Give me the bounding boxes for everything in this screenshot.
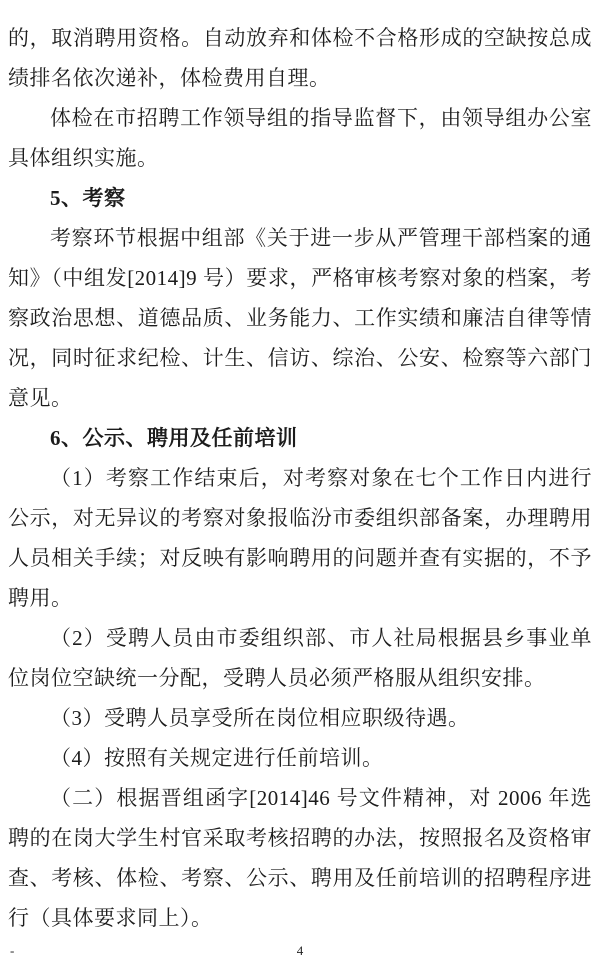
page-number: 4 xyxy=(296,943,304,958)
paragraph-continued-from-previous-page: 的，取消聘用资格。自动放弃和体检不合格形成的空缺按总成绩排名依次递补，体检费用自理。 xyxy=(8,26,592,90)
page-footer xyxy=(0,943,600,961)
paragraph-item-4-training: （4）按照有关规定进行任前培训。 xyxy=(50,746,384,770)
document-body xyxy=(8,18,592,938)
section-heading-6-publicity-employment-training: 6、公示、聘用及任前培训 xyxy=(50,426,298,450)
paragraph-item-2-assignment: （2）受聘人员由市委组织部、市人社局根据县乡事业单位岗位空缺统一分配，受聘人员必须严格服从组织安排。 xyxy=(8,626,592,690)
section-heading-5-inspection: 5、考察 xyxy=(50,186,126,210)
paragraph-section-2-village-officials: （二）根据晋组函字[2014]46 号文件精神，对 2006 年选聘的在岗大学生村官采取考核招聘的办法，按照报名及资格审查、考核、体检、考察、公示、聘用及任前培训的招聘程序进行（具体要求同上）。 xyxy=(8,786,592,930)
paragraph-physical-exam-organization: 体检在市招聘工作领导组的指导监督下，由领导组办公室具体组织实施。 xyxy=(8,106,592,170)
paragraph-inspection-details: 考察环节根据中组部《关于进一步从严管理干部档案的通知》（中组发[2014]9 号）要求，严格审核考察对象的档案，考察政治思想、道德品质、业务能力、工作实绩和廉洁自律等情况，同时征求纪检、计生、信访、综治、公安、检察等六部门意见。 xyxy=(8,226,592,410)
paragraph-item-3-benefits: （3）受聘人员享受所在岗位相应职级待遇。 xyxy=(50,706,470,730)
paragraph-item-1-publicity: （1）考察工作结束后，对考察对象在七个工作日内进行公示，对无异议的考察对象报临汾市委组织部备案，办理聘用人员相关手续；对反映有影响聘用的问题并查有实据的，不予聘用。 xyxy=(8,466,592,610)
footer-left-mark: - xyxy=(10,943,15,958)
